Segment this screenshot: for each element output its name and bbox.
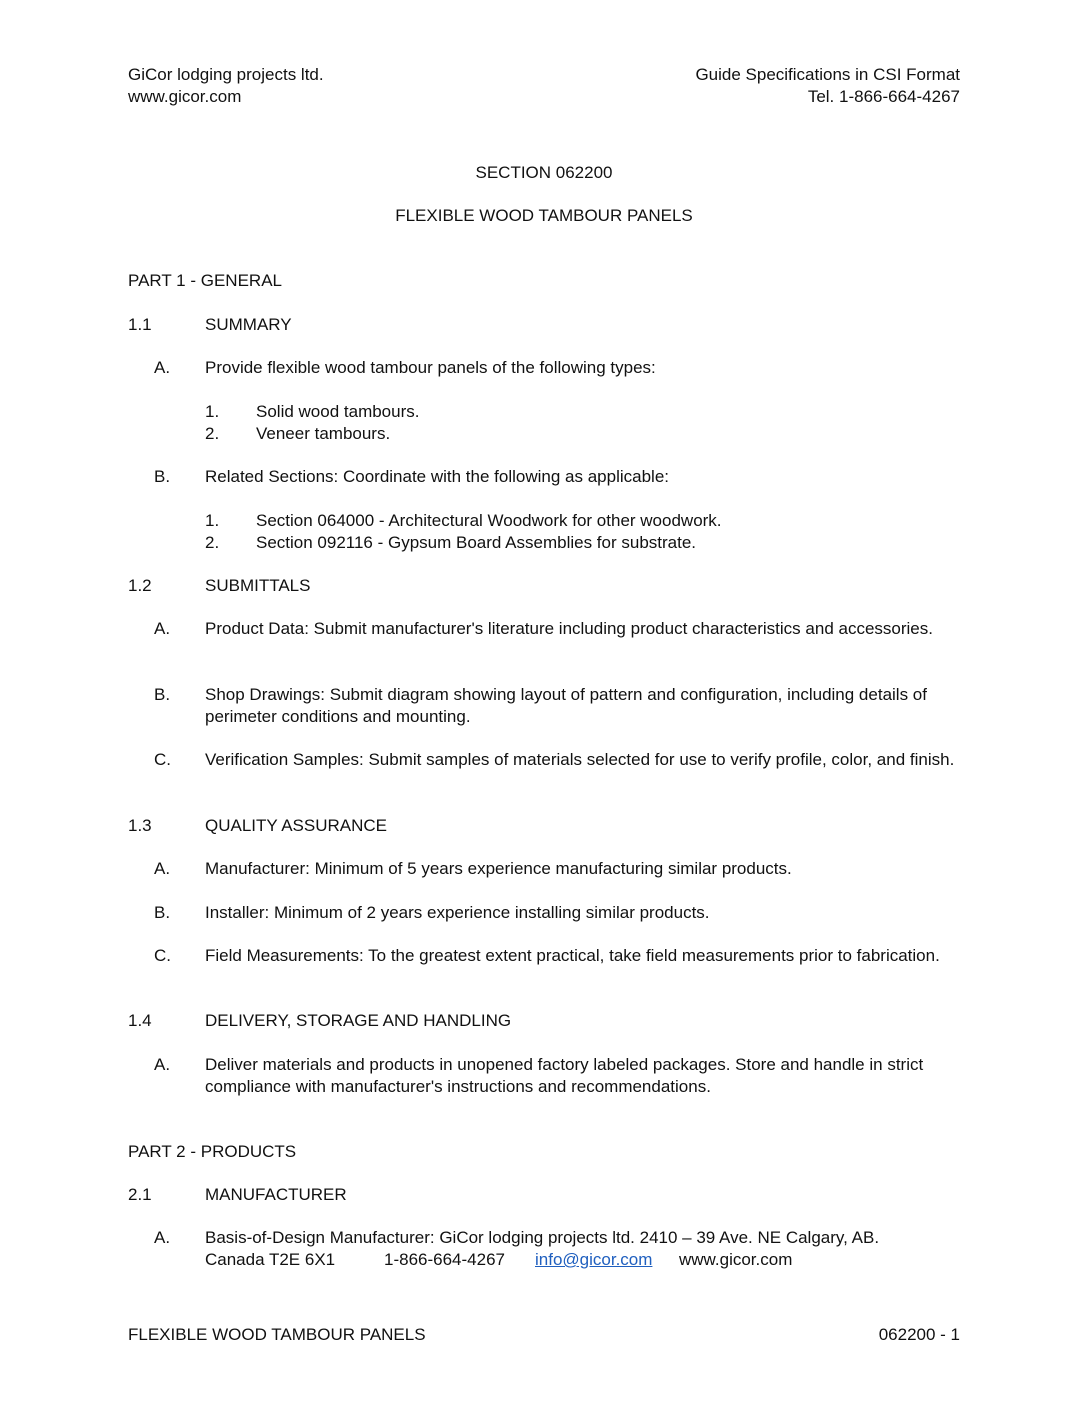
article-1-4-number: 1.4 <box>128 1011 152 1030</box>
article-1-1-number: 1.1 <box>128 315 152 334</box>
manufacturer-email-link[interactable]: info@gicor.com <box>535 1250 653 1269</box>
article-1-1-title: SUMMARY <box>205 315 292 334</box>
list-item-number: 2. <box>205 424 220 443</box>
paragraph-text: Related Sections: Coordinate with the following as applicable: <box>205 467 669 486</box>
paragraph-text: Product Data: Submit manufacturer's literature including product characteristics and accessories. <box>205 619 933 638</box>
section-number: SECTION 062200 <box>475 163 613 182</box>
list-item-number: 1. <box>205 402 220 421</box>
paragraph-text: Installer: Minimum of 2 years experience installing similar products. <box>205 903 710 922</box>
paragraph-letter: A. <box>154 358 171 377</box>
paragraph-letter: A. <box>154 1055 171 1074</box>
article-2-1-number: 2.1 <box>128 1185 152 1204</box>
paragraph-text: Manufacturer: Minimum of 5 years experience manufacturing similar products. <box>205 859 792 878</box>
list-item-text: Section 064000 - Architectural Woodwork for other woodwork. <box>256 511 722 530</box>
header-company: GiCor lodging projects ltd. <box>128 65 324 84</box>
list-item-text: Section 092116 - Gypsum Board Assemblies for substrate. <box>256 533 697 552</box>
list-item-text: Veneer tambours. <box>256 424 391 443</box>
header-website: www.gicor.com <box>128 87 242 106</box>
paragraph-letter: A. <box>154 1228 171 1247</box>
header-doc-type: Guide Specifications in CSI Format <box>695 65 960 84</box>
article-1-4-title: DELIVERY, STORAGE AND HANDLING <box>205 1011 512 1030</box>
paragraph-letter: A. <box>154 619 171 638</box>
paragraph-letter: C. <box>154 946 171 965</box>
manufacturer-postal: Canada T2E 6X1 <box>205 1250 336 1269</box>
header-phone: Tel. 1-866-664-4267 <box>807 87 960 106</box>
list-item-text: Solid wood tambours. <box>256 402 420 421</box>
article-1-2-title: SUBMITTALS <box>205 576 311 595</box>
manufacturer-phone: 1-866-664-4267 <box>384 1250 505 1269</box>
footer-title: FLEXIBLE WOOD TAMBOUR PANELS <box>128 1325 426 1344</box>
footer-page-number: 062200 - 1 <box>878 1325 960 1344</box>
paragraph-text: Verification Samples: Submit samples of materials selected for use to verify profile, color, and finish. <box>205 750 955 769</box>
article-1-3-title: QUALITY ASSURANCE <box>205 816 388 835</box>
article-1-2-number: 1.2 <box>128 576 152 595</box>
paragraph-letter: B. <box>154 903 171 922</box>
list-item-number: 1. <box>205 511 220 530</box>
part1-title: PART 1 - GENERAL <box>128 271 282 290</box>
list-item-number: 2. <box>205 533 220 552</box>
paragraph-letter: C. <box>154 750 171 769</box>
paragraph-text: Shop Drawings: Submit diagram showing layout of pattern and configuration, including details of perimeter conditions and mounting. <box>205 685 927 726</box>
paragraph-text: Provide flexible wood tambour panels of the following types: <box>205 358 656 377</box>
paragraph-text: Field Measurements: To the greatest extent practical, take field measurements prior to fabrication. <box>205 946 940 965</box>
part2-title: PART 2 - PRODUCTS <box>128 1142 297 1161</box>
paragraph-letter: B. <box>154 685 171 704</box>
manufacturer-website: www.gicor.com <box>679 1250 793 1269</box>
article-2-1-title: MANUFACTURER <box>205 1185 347 1204</box>
paragraph-letter: A. <box>154 859 171 878</box>
section-title: FLEXIBLE WOOD TAMBOUR PANELS <box>395 206 693 225</box>
paragraph-text: Deliver materials and products in unopened factory labeled packages. Store and handle in strict compliance with manufacturer's instructions and recommendations. <box>205 1055 924 1096</box>
manufacturer-address: Basis-of-Design Manufacturer: GiCor lodging projects ltd. 2410 – 39 Ave. NE Calgary, AB. <box>205 1228 880 1247</box>
article-1-3-number: 1.3 <box>128 816 152 835</box>
paragraph-letter: B. <box>154 467 171 486</box>
